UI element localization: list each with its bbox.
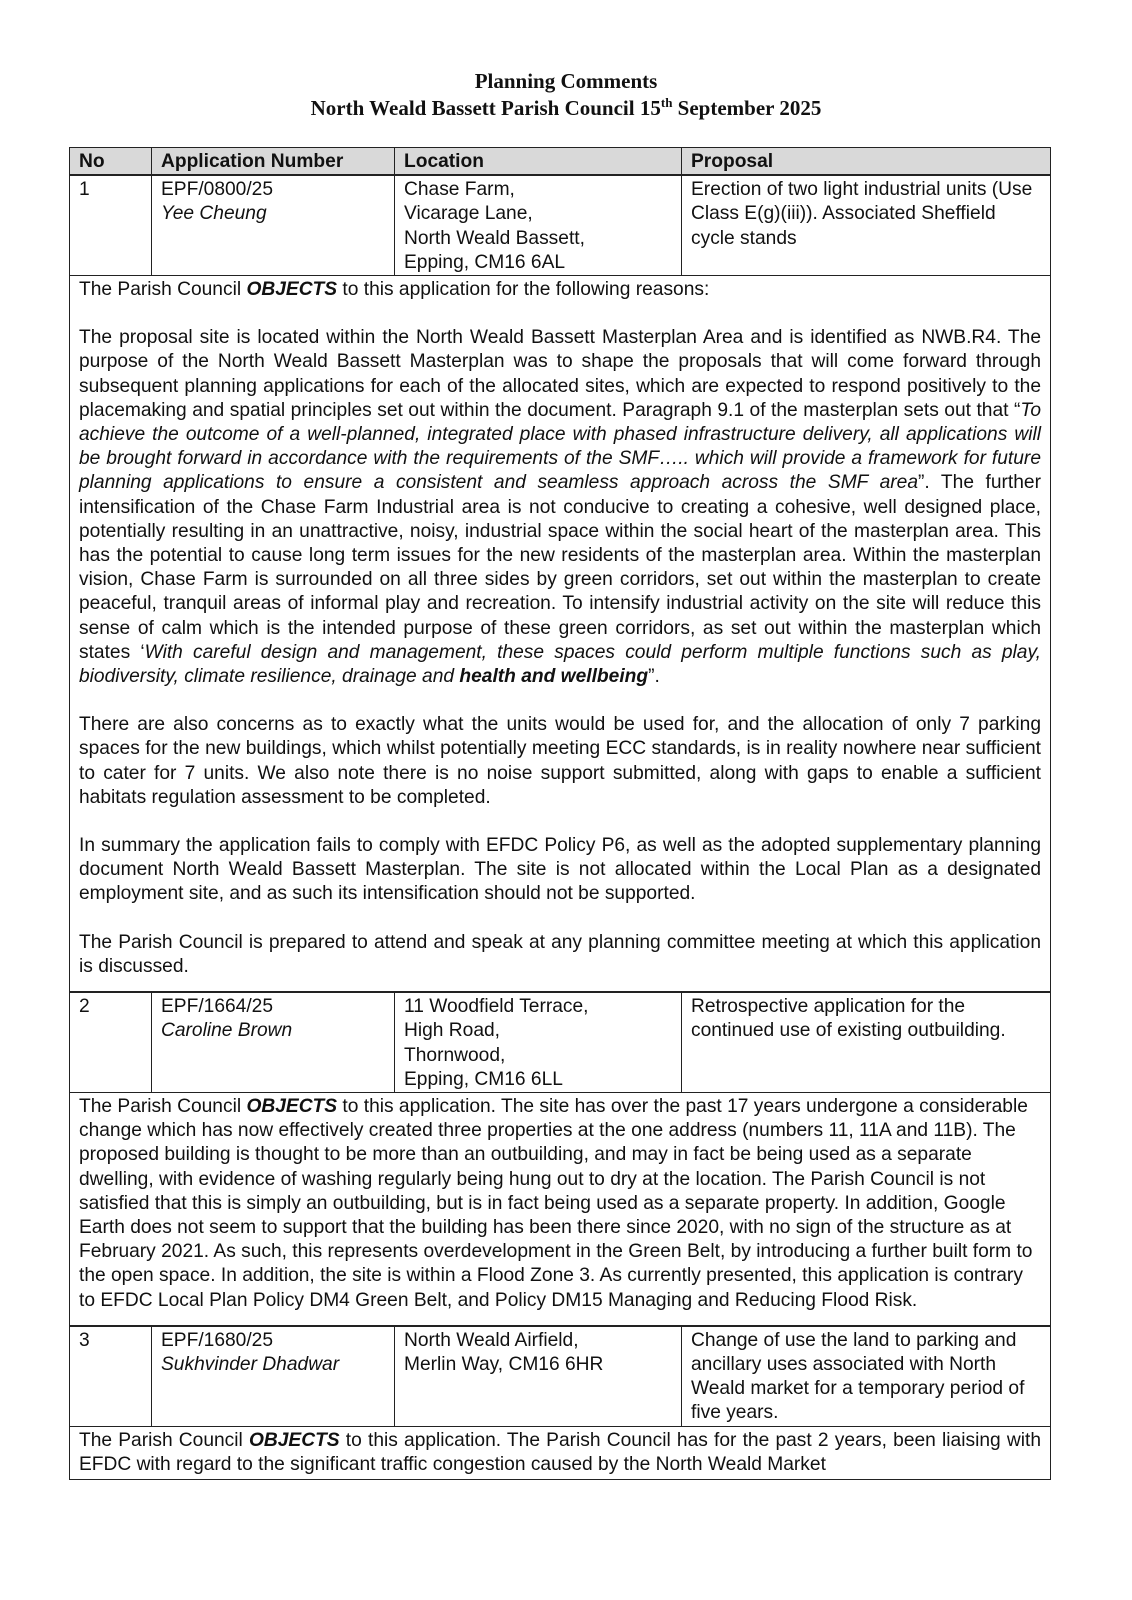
application-comment xyxy=(69,275,1051,992)
comment-text: The Parish Council xyxy=(79,1429,249,1451)
application-number-cell xyxy=(151,174,394,275)
application-number-cell xyxy=(151,1326,394,1426)
comment-paragraph xyxy=(79,1095,1041,1313)
application-proposal: Erection of two light industrial units (Use Class E(g)(iii)). Associated Sheffield cycle stands xyxy=(681,174,1051,275)
application-no: 2 xyxy=(69,992,151,1092)
location-line: Merlin Way, CM16 6HR xyxy=(404,1353,604,1375)
objects-label: OBJECTS xyxy=(248,1429,340,1451)
objects-label: OBJECTS xyxy=(246,1095,338,1117)
comment-paragraph: In summary the application fails to comply with EFDC Policy P6, as well as the adopted supplementary planning document North Weald Bassett Masterplan. The site is not allocated within the Local Plan as a designated employment site, and as such its intensification should not be supported. xyxy=(79,835,1041,905)
comment-paragraph: The Parish Council is prepared to attend and speak at any planning committee meeting at which this application is discussed. xyxy=(79,931,1041,977)
application-comment xyxy=(69,1426,1051,1480)
application-location xyxy=(394,1326,681,1426)
comment-paragraph xyxy=(79,278,1041,302)
location-line: 11 Woodfield Terrace, xyxy=(404,996,589,1018)
application-no: 3 xyxy=(69,1326,151,1426)
applicant-name: Sukhvinder Dhadwar xyxy=(161,1353,340,1375)
subtitle-sup: th xyxy=(660,95,673,110)
application-comment xyxy=(69,1092,1051,1326)
application-row xyxy=(69,992,1051,1092)
column-header-location: Location xyxy=(394,147,681,174)
application-number: EPF/1680/25 xyxy=(161,1329,274,1351)
application-row xyxy=(69,174,1051,275)
comment-text: The Parish Council xyxy=(79,279,247,301)
application-number: EPF/0800/25 xyxy=(161,179,274,201)
location-line: Chase Farm, xyxy=(404,179,515,201)
comment-paragraph xyxy=(79,1429,1041,1477)
application-location xyxy=(394,174,681,275)
location-line: North Weald Airfield, xyxy=(404,1329,579,1351)
column-header-proposal: Proposal xyxy=(681,147,1051,174)
subtitle-prefix: North Weald Bassett Parish Council 15 xyxy=(310,96,661,120)
masterplan-quote: With careful design and management, these spaces could perform multiple functions such as play, biodiversity, climate resilience, drainage and xyxy=(79,641,1041,688)
comment-text: to this application. The site has over the past 17 years undergone a considerable change which has now effectively created three properties at the one address (numbers 11, 11A and 11B). The proposed building is thought to be more than an outbuilding, and may in fact be being used as a separate dwelling, with evidence of washing regularly being hung out to dry at the location. The Parish Council is not satisfied that this is simply an outbuilding, but is in fact being used as a separate property. In addition, Google Earth does not seem to support that the building has been there since 2020, with no sign of the structure as at February 2021. As such, this represents overdevelopment in the Green Belt, by introducing a further built form to the open space. In addition, the site is within a Flood Zone 3. As currently presented, this application is contrary to EFDC Local Plan Policy DM4 Green Belt, and Policy DM15 Managing and Reducing Flood Risk. xyxy=(79,1095,1033,1311)
subtitle-suffix: September 2025 xyxy=(672,96,822,120)
comment-paragraph xyxy=(79,326,1041,689)
comment-text: ”. The further intensification of the Chase Farm Industrial area is not conducive to creating a cohesive, well designed place, potentially resulting in an unattractive, noisy, industrial space within the social heart of the masterplan area. This has the potential to cause long term issues for the new residents of the masterplan area. Within the masterplan vision, Chase Farm is surrounded on all three sides by green corridors, set out within the masterplan to create peaceful, tranquil areas of informal play and recreation. To intensify industrial activity on the site will reduce this sense of calm which is the intended purpose of these green corridors, as set out within the masterplan which states ‘ xyxy=(79,472,1041,663)
comment-paragraph: There are also concerns as to exactly what the units would be used for, and the allocation of only 7 parking spaces for the new buildings, which whilst potentially meeting ECC standards, is in reality nowhere near sufficient to cater for 7 units. We also note there is no noise support submitted, along with gaps to enable a sufficient habitats regulation assessment to be completed. xyxy=(79,714,1041,808)
location-line: Thornwood, xyxy=(404,1044,506,1066)
location-line: Vicarage Lane, xyxy=(404,203,533,225)
location-line: Epping, CM16 6LL xyxy=(404,1068,563,1090)
application-proposal: Change of use the land to parking and ancillary uses associated with North Weald market for a temporary period of five years. xyxy=(681,1326,1051,1426)
application-row xyxy=(69,1326,1051,1426)
column-header-no: No xyxy=(69,147,151,174)
comment-text: to this application for the following reasons: xyxy=(337,279,710,301)
page-subtitle xyxy=(0,95,1132,122)
application-proposal: Retrospective application for the continued use of existing outbuilding. xyxy=(681,992,1051,1092)
comment-text: The Parish Council xyxy=(79,1095,247,1117)
location-line: North Weald Bassett, xyxy=(404,227,585,249)
planning-comments-table xyxy=(69,147,1051,1480)
page-title: Planning Comments xyxy=(474,69,658,93)
applicant-name: Yee Cheung xyxy=(161,203,267,225)
application-number: EPF/1664/25 xyxy=(161,996,274,1018)
location-line: Epping, CM16 6AL xyxy=(404,251,566,273)
table-header-row xyxy=(69,147,1051,174)
comment-text: ”. xyxy=(648,666,660,688)
location-line: High Road, xyxy=(404,1020,500,1042)
application-location xyxy=(394,992,681,1092)
comment-text: The proposal site is located within the North Weald Bassett Masterplan Area and is identified as NWB.R4. The purpose of the North Weald Bassett Masterplan was to shape the proposals that will come forward through subsequent planning applications for each of the allocated sites, which are expected to respond positively to the placemaking and spatial principles set out within the document. Paragraph 9.1 of the masterplan sets out that “ xyxy=(79,327,1041,421)
applicant-name: Caroline Brown xyxy=(161,1020,293,1042)
objects-label: OBJECTS xyxy=(246,279,338,301)
column-header-application-number: Application Number xyxy=(151,147,394,174)
comment-text: to this application. The Parish Council has for the past 2 years, been liaising with EFDC with regard to the significant traffic congestion caused by the North Weald Market xyxy=(79,1429,1041,1475)
application-no: 1 xyxy=(69,174,151,275)
application-number-cell xyxy=(151,992,394,1092)
masterplan-quote: To achieve the outcome of a well-planned, integrated place with phased infrastructure delivery, all applications will be brought forward in accordance with the requirements of the SMF….. which will provide a framework for future planning applications to ensure a consistent and seamless approach across the SMF area xyxy=(79,399,1041,494)
masterplan-quote-emphasis: health and wellbeing xyxy=(459,666,649,688)
